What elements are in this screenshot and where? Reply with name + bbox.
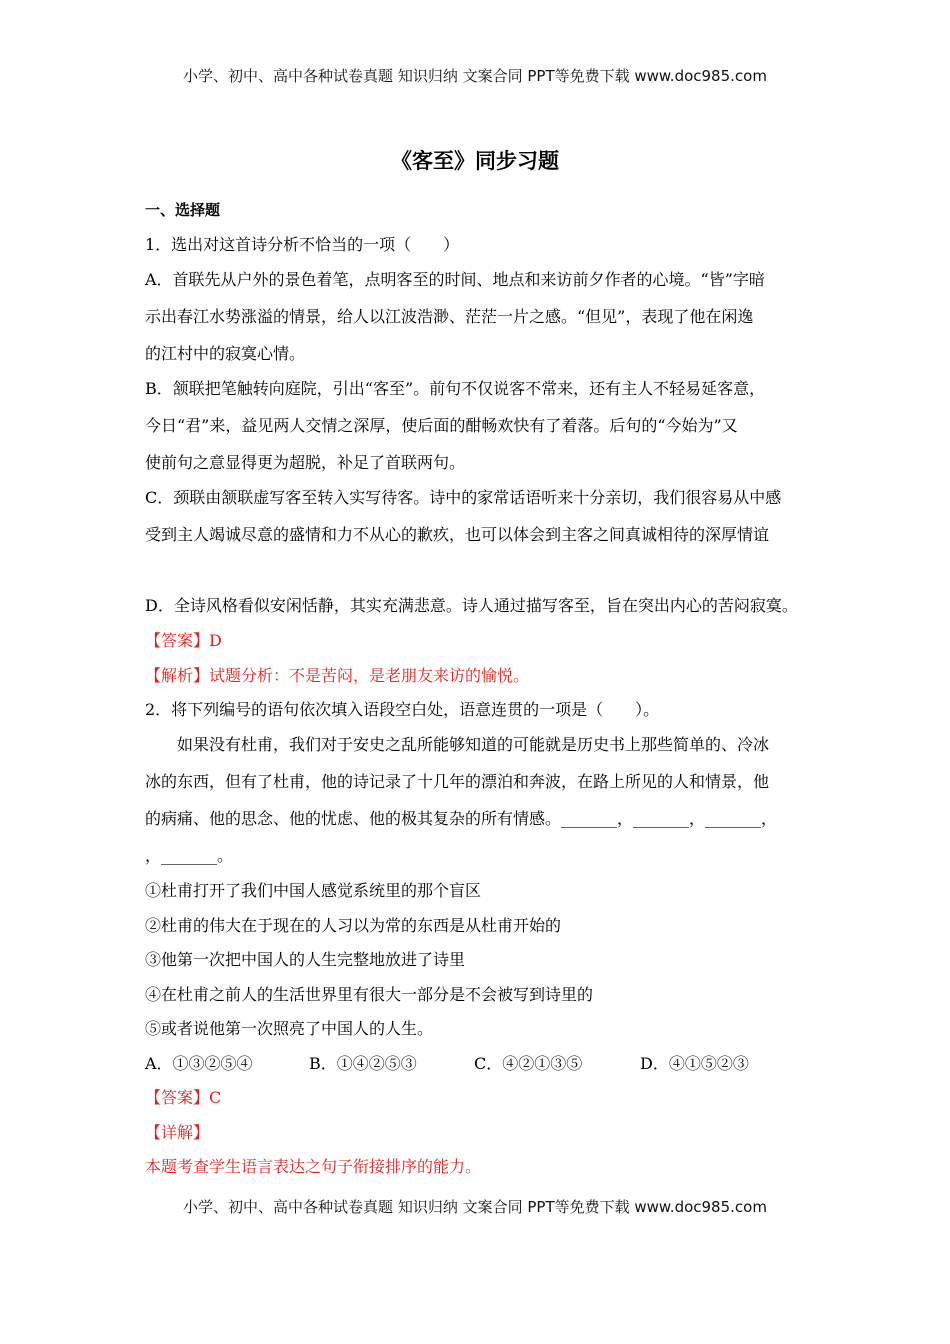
q1-option-c-line: 受到主人竭诚尽意的盛情和力不从心的歉疚，也可以体会到主客之间真诚相待的深厚情谊: [145, 525, 770, 544]
answer-value: C: [209, 1088, 222, 1107]
q1-analysis: [145, 666, 529, 686]
analysis-label: 【解析】: [145, 666, 210, 685]
q1-option-b-line: B．颔联把笔触转向庭院，引出“客至”。前句不仅说客不常来，还有主人不轻易延客意，: [145, 379, 766, 398]
answer-value: D: [209, 631, 222, 650]
q2-choice-a: A．①③②⑤④: [145, 1054, 253, 1073]
q2-item: ⑤或者说他第一次照亮了中国人的人生。: [145, 1019, 434, 1038]
q2-detail-text: 本题考查学生语言表达之句子衔接排序的能力。: [145, 1157, 482, 1176]
q1-option-b-line: 今日“君”来，益见两人交情之深厚，使后面的酣畅欢快有了着落。后句的“今始为”又: [145, 416, 738, 435]
q1-option-a-line: 的江村中的寂寞心情。: [145, 344, 306, 363]
q2-choice-c: C．④②①③⑤: [474, 1054, 583, 1073]
q1-option-a-line: 示出春江水势涨溢的情景，给人以江波浩渺、茫茫一片之感。“但见”，表现了他在闲逸: [145, 307, 754, 326]
page-footer: 小学、初中、高中各种试卷真题 知识归纳 文案合同 PPT等免费下载 www.doc985.com: [183, 1198, 767, 1216]
q2-item: ①杜甫打开了我们中国人感觉系统里的那个盲区: [145, 881, 482, 900]
answer-label: 【答案】: [145, 631, 210, 650]
q1-answer: [145, 631, 222, 651]
q1-option-c-line: C．颈联由颔联虚写客至转入实写待客。诗中的家常话语听来十分亲切，我们很容易从中感: [145, 488, 782, 507]
answer-label: 【答案】: [145, 1088, 210, 1107]
q2-item: ④在杜甫之前人的生活世界里有很大一部分是不会被写到诗里的: [145, 985, 594, 1004]
q2-item: ②杜甫的伟大在于现在的人习以为常的东西是从杜甫开始的: [145, 916, 562, 935]
q2-detail-label: 【详解】: [145, 1123, 210, 1142]
section-heading: 一、选择题: [145, 201, 221, 219]
page-header: 小学、初中、高中各种试卷真题 知识归纳 文案合同 PPT等免费下载 www.doc985.com: [183, 67, 767, 85]
analysis-text: 试题分析：不是苦闷，是老朋友来访的愉悦。: [209, 666, 530, 685]
q2-passage-line: 的病痛、他的思念、他的忧虑、他的极其复杂的所有情感。_______，_______，_______，: [145, 809, 778, 828]
q2-choice-b: B．①④②⑤③: [309, 1054, 417, 1073]
question-2-stem: 2．将下列编号的语句依次填入语段空白处，语意连贯的一项是（ ）。: [145, 700, 660, 719]
q2-item: ③他第一次把中国人的人生完整地放进了诗里: [145, 950, 466, 969]
q2-passage-line: ，_______。: [145, 846, 234, 865]
q2-answer: [145, 1088, 221, 1108]
q1-option-a-line: A．首联先从户外的景色着笔，点明客至的时间、地点和来访前夕作者的心境。“皆”字暗: [145, 270, 765, 289]
q1-option-d: D．全诗风格看似安闲恬静，其实充满悲意。诗人通过描写客至，旨在突出内心的苦闷寂寞。: [145, 596, 798, 615]
q2-passage-line: 冰的东西，但有了杜甫，他的诗记录了十几年的漂泊和奔波，在路上所见的人和情景，他: [145, 772, 770, 791]
document-title: 《客至》同步习题: [391, 148, 559, 173]
q2-choice-d: D．④①⑤②③: [640, 1054, 749, 1073]
q1-option-b-line: 使前句之意显得更为超脱，补足了首联两句。: [145, 453, 466, 472]
question-1-stem: 1．选出对这首诗分析不恰当的一项（ ）: [145, 235, 460, 254]
q2-passage-line: 如果没有杜甫，我们对于安史之乱所能够知道的可能就是历史书上那些简单的、冷冰: [177, 735, 770, 754]
